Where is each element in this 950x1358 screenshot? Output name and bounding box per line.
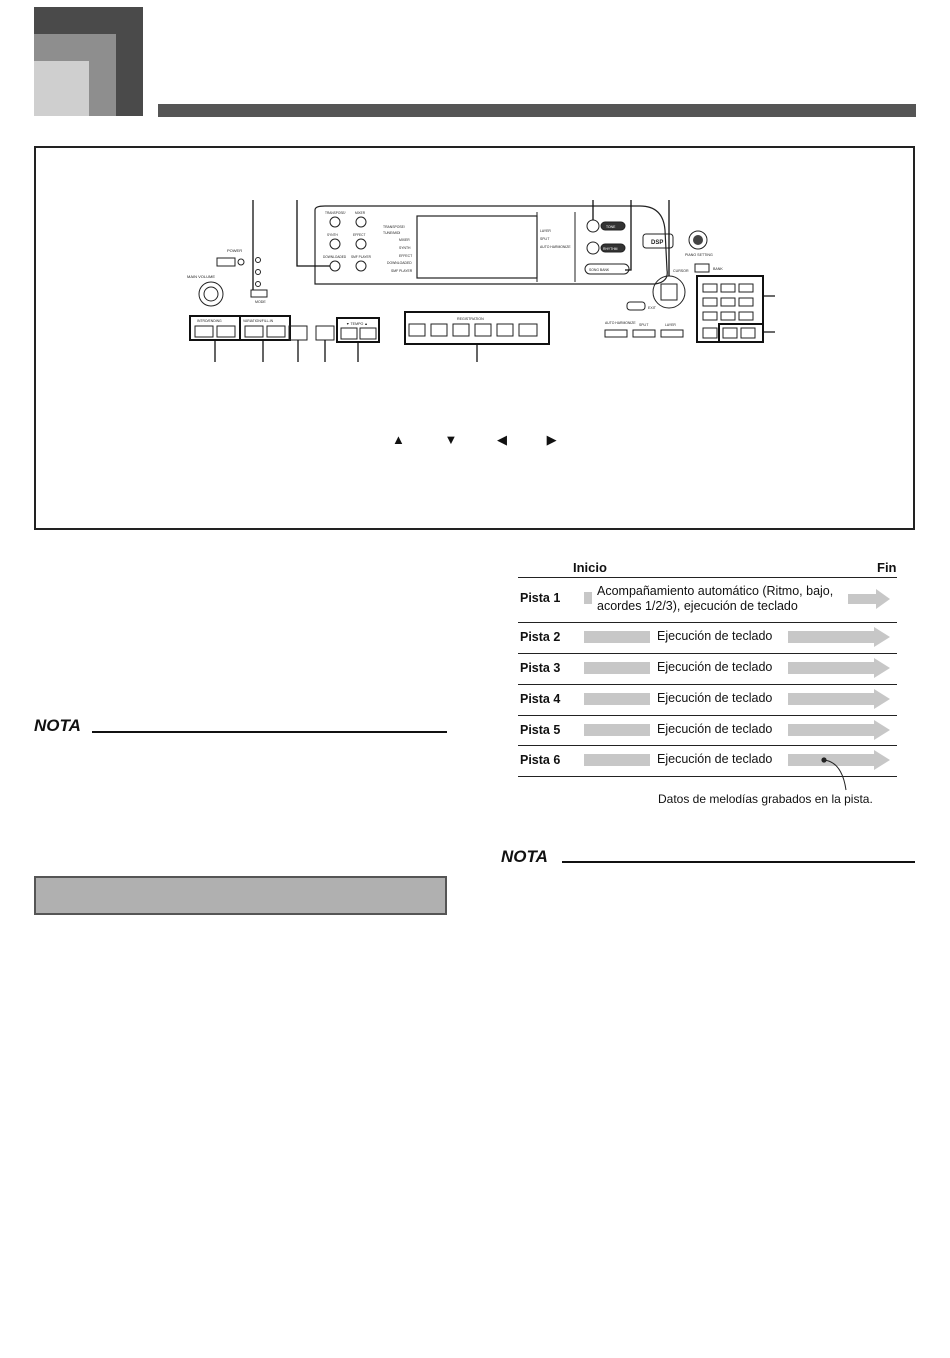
- svg-text:VARIATION/FILL-IN: VARIATION/FILL-IN: [243, 319, 274, 323]
- svg-text:EFFECT: EFFECT: [399, 254, 413, 258]
- note-rule: [92, 731, 447, 733]
- svg-text:MAIN VOLUME: MAIN VOLUME: [187, 274, 216, 279]
- track-data-bar: [584, 592, 592, 604]
- svg-text:MIXER: MIXER: [399, 238, 410, 242]
- track-arrow-icon: [788, 627, 890, 647]
- track-label: Pista 1: [520, 591, 561, 605]
- track-rule: [518, 715, 897, 716]
- track-label: Pista 2: [520, 630, 561, 644]
- track-label: Pista 3: [520, 661, 561, 675]
- svg-text:MODE: MODE: [255, 300, 266, 304]
- svg-text:CURSOR: CURSOR: [673, 269, 689, 273]
- track-label: Pista 5: [520, 723, 561, 737]
- svg-text:TRANSPOSE/: TRANSPOSE/: [383, 225, 405, 229]
- track-text: Ejecución de teclado: [657, 691, 773, 705]
- svg-text:INTRO/ENDING: INTRO/ENDING: [197, 319, 222, 323]
- svg-text:SPLIT: SPLIT: [639, 323, 649, 327]
- svg-text:TUNE/MIDI: TUNE/MIDI: [383, 231, 401, 235]
- track-text: Acompañamiento automático (Ritmo, bajo, acordes 1/2/3), ejecución de teclado: [597, 584, 834, 613]
- svg-text:DOWNLOADED: DOWNLOADED: [387, 261, 412, 265]
- svg-text:TONE: TONE: [606, 225, 616, 229]
- track-rule: [518, 577, 897, 578]
- svg-text:SYNTH: SYNTH: [399, 246, 411, 250]
- track-data-bar: [584, 693, 650, 705]
- track-arrow-icon: [788, 689, 890, 709]
- svg-text:DSP: DSP: [651, 240, 664, 246]
- track-data-bar: [584, 662, 650, 674]
- track-data-bar: [584, 631, 650, 643]
- svg-text:EXIT: EXIT: [648, 306, 656, 310]
- header-tab-light: [34, 61, 89, 116]
- track-label: Pista 6: [520, 753, 561, 767]
- track-rule: [518, 622, 897, 623]
- svg-text:PIANO SETTING: PIANO SETTING: [685, 253, 713, 257]
- track-text: Ejecución de teclado: [657, 722, 773, 736]
- track-text: Ejecución de teclado: [657, 660, 773, 674]
- track-end-label: Fin: [877, 560, 897, 575]
- svg-text:RHYTHM: RHYTHM: [603, 247, 618, 251]
- svg-text:SONG BANK: SONG BANK: [589, 268, 610, 272]
- svg-text:▼ TEMPO ▲: ▼ TEMPO ▲: [346, 322, 368, 326]
- track-rule: [518, 653, 897, 654]
- svg-text:DOWNLOADED: DOWNLOADED: [323, 255, 347, 259]
- svg-text:BANK: BANK: [713, 267, 723, 271]
- track-diagram-caption: Datos de melodías grabados en la pista.: [658, 792, 873, 806]
- track-label: Pista 4: [520, 692, 561, 706]
- svg-text:SYNTH: SYNTH: [327, 233, 338, 237]
- arrow-keys-text: ▲ ▼ ◀ ▶: [392, 432, 575, 447]
- track-start-label: Inicio: [573, 560, 607, 575]
- keyboard-panel-illustration: [185, 200, 775, 370]
- svg-text:SMF PLAYER: SMF PLAYER: [351, 255, 371, 259]
- header-rule: [158, 104, 916, 117]
- svg-text:TRANSPOSE/: TRANSPOSE/: [325, 211, 346, 215]
- svg-text:AUTO HARMONIZE: AUTO HARMONIZE: [540, 245, 571, 249]
- track-text: Ejecución de teclado: [657, 752, 773, 766]
- svg-text:LAYER: LAYER: [665, 323, 676, 327]
- track-arrow-icon: [788, 658, 890, 678]
- track-text: Ejecución de teclado: [657, 629, 773, 643]
- note-rule: [562, 861, 915, 863]
- svg-text:POWER: POWER: [227, 248, 243, 253]
- svg-text:LAYER: LAYER: [540, 229, 551, 233]
- track-data-bar: [584, 724, 650, 736]
- svg-text:SPLIT: SPLIT: [540, 237, 550, 241]
- track-rule: [518, 745, 897, 746]
- svg-text:AUTO HARMONIZE: AUTO HARMONIZE: [605, 321, 636, 325]
- svg-text:SMF PLAYER: SMF PLAYER: [391, 269, 413, 273]
- track-rule: [518, 684, 897, 685]
- note-heading: NOTA: [34, 716, 81, 735]
- caption-pointer: [818, 754, 854, 794]
- svg-text:MIXER: MIXER: [355, 211, 366, 215]
- note-heading: NOTA: [501, 847, 548, 866]
- svg-text:EFFECT: EFFECT: [353, 233, 366, 237]
- track-arrow-icon: [848, 589, 890, 609]
- track-data-bar: [584, 754, 650, 766]
- svg-text:REGISTRATION: REGISTRATION: [457, 317, 484, 321]
- section-heading-box: [34, 876, 447, 915]
- track-arrow-icon: [788, 720, 890, 740]
